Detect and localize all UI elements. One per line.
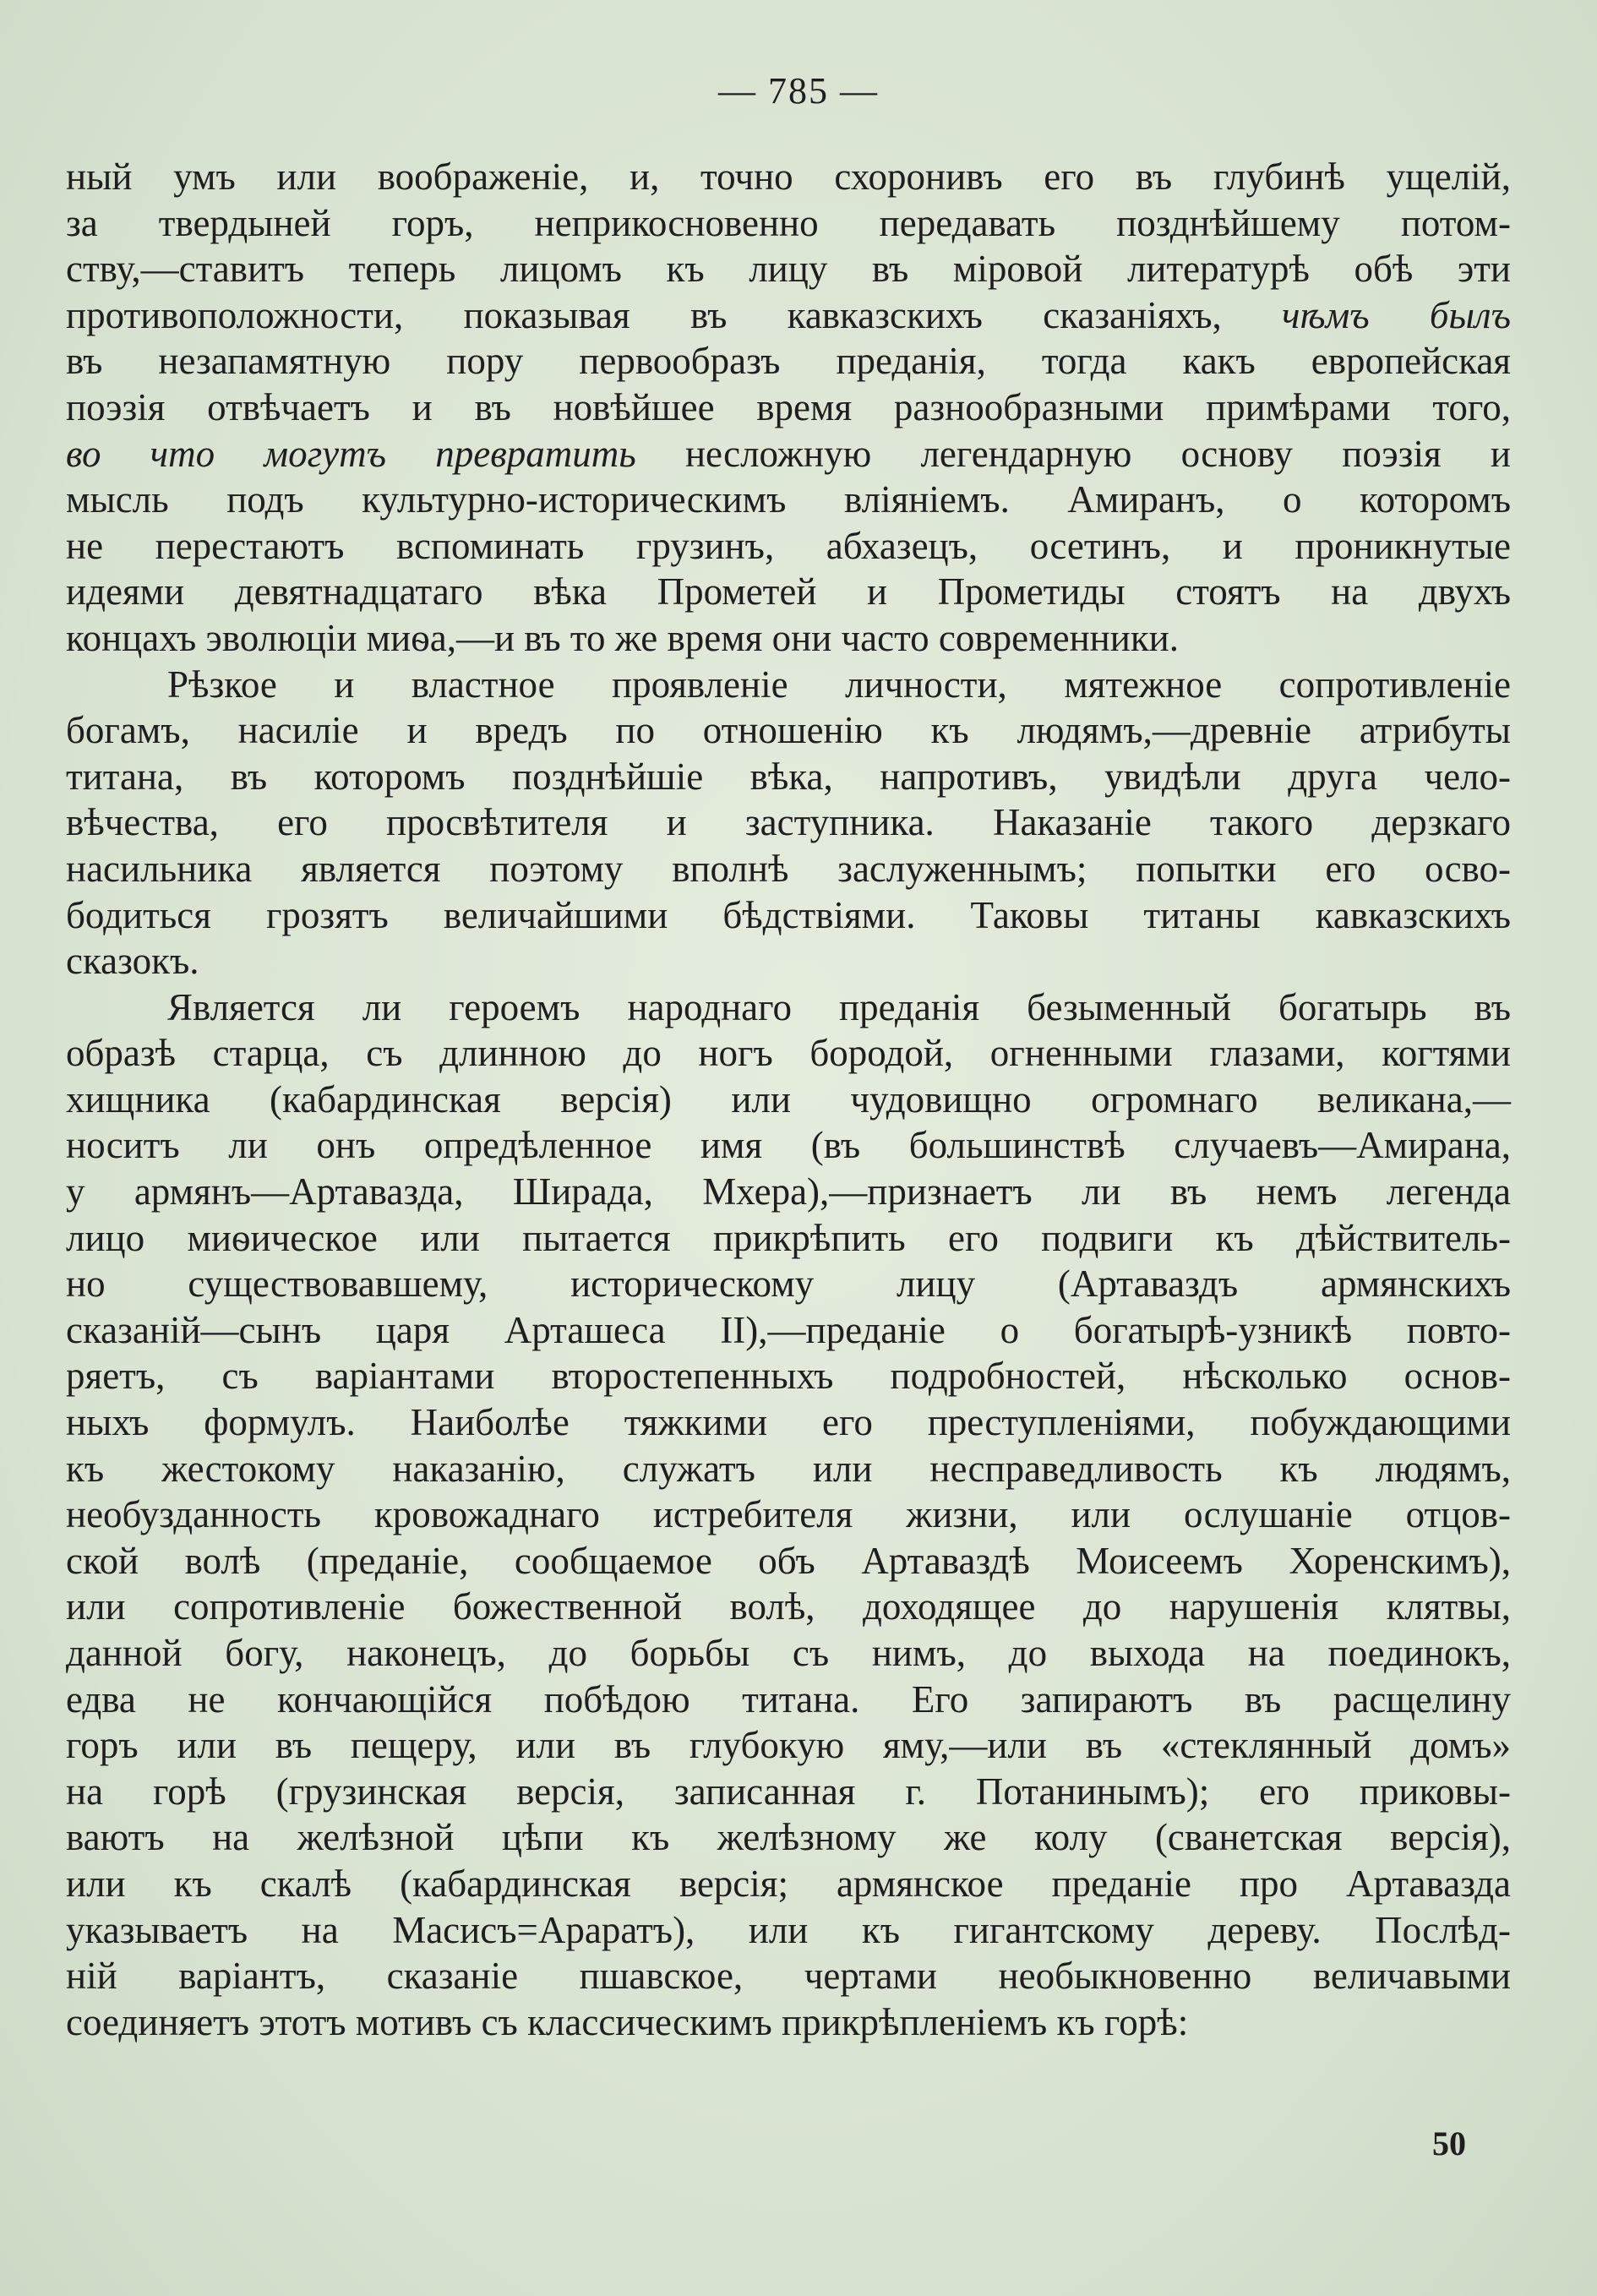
text-run: ныхъ формулъ. Наиболѣе тяжкими его преступленiями, побуждающими [66, 1401, 1511, 1444]
text-line [66, 523, 1511, 570]
text-line [66, 1122, 1511, 1169]
text-run: у армянъ—Артавазда, Ширада, Мхера),—признаетъ ли въ немъ легенда [66, 1170, 1511, 1213]
text-line [66, 1677, 1511, 1723]
text-line [66, 292, 1511, 339]
text-run: лицо миѳическое или пытается прикрѣпить его подвиги къ дѣйствитель- [66, 1216, 1511, 1259]
text-line [66, 662, 1511, 708]
text-line [66, 1307, 1511, 1354]
text-run: не перестаютъ вспоминать грузинъ, абхазецъ, осетинъ, и проникнутые [66, 524, 1511, 567]
text-line [66, 569, 1511, 615]
text-run: ству,—ставитъ теперь лицомъ къ лицу въ мiровой литературѣ обѣ эти [66, 248, 1511, 291]
text-run: нiй варiантъ, сказанiе пшавское, чертами необыкновенно величавыми [66, 1955, 1511, 1998]
text-run: указываетъ на Масисъ=Араратъ), или къ гигантскому дереву. Послѣд- [66, 1908, 1511, 1951]
text-line [66, 1861, 1511, 1907]
text-line [66, 1584, 1511, 1630]
text-run: хищника (кабардинская версiя) или чудовищно огромнаго великана,— [66, 1077, 1511, 1121]
text-run: на горѣ (грузинская версiя, записанная г. Потанинымъ); его приковы- [66, 1770, 1511, 1813]
italic-text-run: во что могутъ превратить [66, 432, 636, 475]
text-run: поэзiя отвѣчаетъ и въ новѣйшее время разнообразными примѣрами того, [66, 385, 1511, 428]
text-run: вѣчества, его просвѣтителя и заступника. Наказанiе такого дерзкаго [66, 801, 1511, 844]
italic-text-run: чѣмъ былъ [1282, 293, 1511, 336]
paragraph [66, 984, 1511, 2046]
text-run: едва не кончающiйся побѣдою титана. Его запираютъ въ расщелину [66, 1677, 1511, 1721]
text-run: Рѣзкое и властное проявленiе личности, мятежное сопротивленiе [167, 663, 1511, 706]
text-run: за твердыней горъ, неприкосновенно передавать позднѣйшему потом- [66, 201, 1511, 244]
text-run: ваютъ на желѣзной цѣпи къ желѣзному же колу (сванетская версiя), [66, 1816, 1511, 1859]
text-line [66, 1215, 1511, 1262]
text-run: насильника является поэтому вполнѣ заслуженнымъ; попытки его осво- [66, 847, 1511, 890]
text-run: къ жестокому наказанiю, служатъ или несправедливость къ людямъ, [66, 1447, 1511, 1490]
text-run: но существовавшему, историческому лицу (Артаваздъ армянскихъ [66, 1263, 1511, 1306]
text-run: богамъ, насилiе и вредъ по отношенiю къ людямъ,—древнiе атрибуты [66, 709, 1511, 752]
text-line [66, 1538, 1511, 1584]
text-run: или къ скалѣ (кабардинская версiя; армянское преданiе про Артавазда [66, 1862, 1511, 1905]
text-line [66, 1446, 1511, 1492]
text-run: мысль подъ культурно-историческимъ влiянiемъ. Амиранъ, о которомъ [66, 478, 1511, 521]
text-run: идеями девятнадцатаго вѣка Прометей и Прометиды стоятъ на двухъ [66, 570, 1511, 614]
text-run: соединяетъ этотъ мотивъ съ классическимъ прикрѣпленiемъ къ горѣ: [66, 2000, 1189, 2043]
text-run: несложную легендарную основу поэзiя и [635, 432, 1511, 475]
text-run: необузданность кровожаднаго истребителя жизни, или ослушанiе отцов- [66, 1493, 1511, 1536]
text-line [66, 1953, 1511, 1999]
text-run: концахъ эволюцiи миѳа,—и въ то же время они часто современники. [66, 616, 1180, 659]
text-line [66, 1399, 1511, 1446]
text-run: ряетъ, съ варiантами второстепенныхъ подробностей, нѣсколько основ- [66, 1355, 1511, 1398]
text-line [66, 892, 1511, 939]
text-run: ской волѣ (преданiе, сообщаемое объ Артаваздѣ Моисеемъ Хоренскимъ), [66, 1539, 1511, 1582]
text-run: горъ или въ пещеру, или въ глубокую яму,—или въ «стеклянный домъ» [66, 1724, 1511, 1767]
text-run: сказокъ. [66, 940, 199, 983]
text-line [66, 615, 1511, 662]
text-run: Является ли героемъ народнаго преданiя безыменный богатырь въ [167, 985, 1511, 1028]
text-line [66, 477, 1511, 523]
text-line [66, 938, 1511, 984]
text-line [66, 154, 1511, 200]
paragraph [66, 662, 1511, 984]
text-line [66, 384, 1511, 431]
text-line [66, 1261, 1511, 1307]
text-run: образѣ старца, съ длинною до ногъ бородой, огненными глазами, когтями [66, 1032, 1511, 1075]
text-line [66, 1769, 1511, 1815]
text-line [66, 1722, 1511, 1769]
text-line [66, 1030, 1511, 1077]
text-line [66, 338, 1511, 384]
text-line [66, 1077, 1511, 1123]
text-line [66, 1492, 1511, 1538]
text-run: носитъ ли онъ опредѣленное имя (въ большинствѣ случаевъ—Амирана, [66, 1124, 1511, 1167]
text-line [66, 984, 1511, 1031]
text-run: сказанiй—сынъ царя Арташеса II),—преданiе о богатырѣ-узникѣ повто- [66, 1308, 1511, 1351]
text-run: титана, въ которомъ позднѣйшiе вѣка, напротивъ, увидѣли друга чело- [66, 755, 1511, 798]
text-line [66, 846, 1511, 892]
text-line [66, 1169, 1511, 1215]
body-text [66, 154, 1511, 2045]
text-line [66, 707, 1511, 754]
text-run: ный умъ или воображенiе, и, точно схоронивъ его въ глубинѣ ущелiй, [66, 155, 1511, 198]
text-line [66, 1814, 1511, 1861]
text-line [66, 754, 1511, 800]
signature-mark: 50 [1432, 2124, 1466, 2162]
text-run: или сопротивленiе божественной волѣ, доходящее до нарушенiя клятвы, [66, 1585, 1511, 1628]
text-line [66, 246, 1511, 292]
text-line [66, 1630, 1511, 1677]
page-number-header: — 785 — [718, 70, 879, 112]
text-run: противоположности, показывая въ кавказскихъ сказанiяхъ, [66, 293, 1283, 336]
text-run: бодиться грозятъ величайшими бѣдствiями. Таковы титаны кавказскихъ [66, 893, 1511, 936]
text-line [66, 799, 1511, 846]
text-line [66, 431, 1511, 477]
text-line [66, 1907, 1511, 1954]
text-line [66, 1999, 1511, 2046]
paragraph [66, 154, 1511, 662]
text-line [66, 1353, 1511, 1399]
text-line [66, 200, 1511, 247]
text-run: данной богу, наконецъ, до борьбы съ нимъ, до выхода на поединокъ, [66, 1632, 1511, 1674]
text-run: въ незапамятную пору первообразъ преданiя, тогда какъ европейская [66, 340, 1511, 383]
